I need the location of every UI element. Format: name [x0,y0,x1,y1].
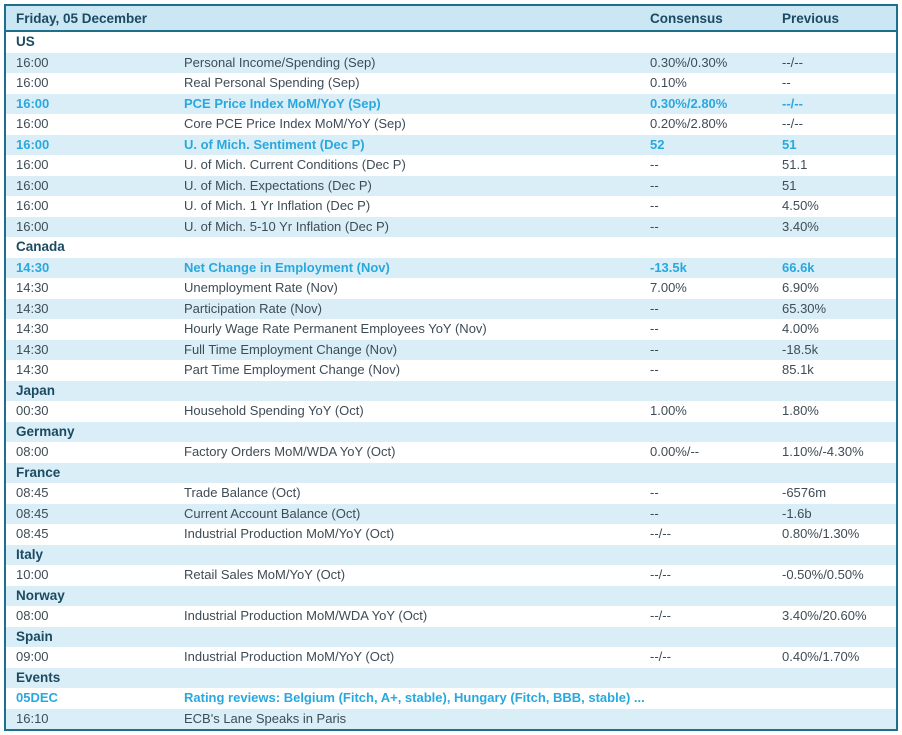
event-name: Net Change in Employment (Nov) [184,259,390,275]
event-name: Factory Orders MoM/WDA YoY (Oct) [184,444,396,459]
date-header: Friday, 05 December [16,11,148,26]
consensus-value [650,709,782,730]
event-name: Industrial Production MoM/WDA YoY (Oct) [184,608,428,623]
calendar-event-row [6,299,896,320]
calendar-event-row [6,319,896,340]
event-time: 14:30 [16,341,49,357]
event-name: U. of Mich. Expectations (Dec P) [184,177,372,193]
calendar-event-row [6,53,896,74]
section-header-norway: Norway [6,586,896,607]
event-time: 00:30 [16,403,49,418]
event-name: Trade Balance (Oct) [184,485,301,500]
event-time: 09:00 [16,649,49,664]
consensus-value: 52 [650,136,665,152]
consensus-value: --/-- [650,608,671,623]
section-header-us: US [16,34,35,49]
event-time: 16:10 [16,710,49,726]
previous-value: 1.10%/-4.30% [782,444,864,459]
event-time: 14:30 [16,300,49,316]
consensus-value: --/-- [650,526,671,541]
event-name: Personal Income/Spending (Sep) [184,54,376,70]
event-time: 16:00 [16,95,50,111]
previous-value: 6.90% [782,280,819,295]
section-header-japan: Japan [6,381,896,402]
calendar-event-row [6,73,896,94]
previous-value [782,709,896,730]
event-name: U. of Mich. Current Conditions (Dec P) [184,157,406,172]
previous-value: 65.30% [782,300,827,316]
section-header-canada: Canada [16,239,65,254]
event-name: ECB's Lane Speaks in Paris [184,710,347,726]
event-time: 08:00 [16,608,49,623]
calendar-event-row [6,606,896,627]
previous-value: 3.40%/20.60% [782,608,867,623]
event-time: 14:30 [16,280,49,295]
event-name: Part Time Employment Change (Nov) [184,362,401,377]
calendar-event-row [6,196,896,217]
event-time: 16:00 [16,157,49,172]
previous-value: -1.6b [782,505,812,521]
event-time: 08:00 [16,444,49,459]
event-time: 16:00 [16,54,49,70]
section-header-france: France [6,463,896,484]
event-name: Real Personal Spending (Sep) [184,75,360,90]
previous-value: 66.6k [782,259,815,275]
event-name: Current Account Balance (Oct) [184,505,361,521]
consensus-value: --/-- [650,567,671,582]
consensus-value: -- [650,157,659,172]
event-name: Rating reviews: Belgium (Fitch, A+, stable), Hungary (Fitch, BBB, stable) ... [184,690,645,705]
event-name: U. of Mich. Sentiment (Dec P) [184,136,365,152]
consensus-value: 0.30%/0.30% [650,54,728,70]
event-name: Core PCE Price Index MoM/YoY (Sep) [184,116,406,131]
previous-value: 3.40% [782,218,819,234]
consensus-value: -- [650,505,659,521]
previous-value: --/-- [782,54,803,70]
previous-column-header: Previous [782,11,840,26]
consensus-value: --/-- [650,649,671,664]
previous-value: -0.50%/0.50% [782,567,864,582]
calendar-event-row [6,176,896,197]
calendar-event-row [6,688,896,709]
consensus-value [650,688,782,709]
event-time: 08:45 [16,526,49,541]
consensus-value: 0.20%/2.80% [650,116,728,131]
consensus-value: -- [650,321,659,336]
consensus-value: -- [650,362,659,377]
calendar-event-row [6,647,896,668]
previous-value: 1.80% [782,403,819,418]
previous-value: 4.50% [782,198,819,213]
consensus-value: -- [650,300,659,316]
previous-value: 4.00% [782,321,819,336]
event-name: Participation Rate (Nov) [184,300,322,316]
calendar-event-row [6,278,896,299]
event-name: Household Spending YoY (Oct) [184,403,364,418]
calendar-event-row [6,94,896,115]
previous-value: -18.5k [782,341,819,357]
calendar-event-row [6,114,896,135]
event-time: 14:30 [16,362,49,377]
section-header-spain: Spain [6,627,896,648]
consensus-value: 0.10% [650,75,687,90]
calendar-event-row [6,258,896,279]
previous-value: 51.1 [782,157,808,172]
section-header-italy: Italy [6,545,896,566]
event-time: 16:00 [16,177,49,193]
table-header-row [6,6,896,32]
event-name: PCE Price Index MoM/YoY (Sep) [184,95,381,111]
consensus-value: 0.00%/-- [650,444,700,459]
event-name: Hourly Wage Rate Permanent Employees YoY (Nov) [184,321,487,336]
table-body [6,32,896,729]
consensus-value: -- [650,198,659,213]
previous-value: 0.80%/1.30% [782,526,860,541]
event-time: 14:30 [16,259,50,275]
previous-value: 51 [782,177,797,193]
calendar-event-row [6,442,896,463]
section-header-germany: Germany [6,422,896,443]
previous-value: --/-- [782,95,803,111]
event-time: 10:00 [16,567,49,582]
event-name: Retail Sales MoM/YoY (Oct) [184,567,346,582]
previous-value [782,688,896,709]
consensus-value: -- [650,341,659,357]
consensus-value: 0.30%/2.80% [650,95,728,111]
consensus-value: -- [650,177,659,193]
previous-value: -6576m [782,485,827,500]
calendar-event-row [6,340,896,361]
event-name: U. of Mich. 5-10 Yr Inflation (Dec P) [184,218,389,234]
event-name: Full Time Employment Change (Nov) [184,341,398,357]
event-time: 08:45 [16,505,49,521]
previous-value: 51 [782,136,797,152]
event-time: 08:45 [16,485,49,500]
event-name: Industrial Production MoM/YoY (Oct) [184,526,395,541]
consensus-value: -13.5k [650,259,687,275]
event-time: 16:00 [16,198,49,213]
event-name: Unemployment Rate (Nov) [184,280,338,295]
economic-calendar-table [4,4,898,731]
consensus-value: 7.00% [650,280,687,295]
calendar-event-row [6,360,896,381]
calendar-event-row [6,401,896,422]
consensus-value: -- [650,485,659,500]
calendar-event-row [6,709,896,730]
event-time: 14:30 [16,321,49,336]
event-time: 16:00 [16,218,49,234]
calendar-event-row [6,565,896,586]
event-time: 05DEC [16,690,58,705]
event-name: Industrial Production MoM/YoY (Oct) [184,649,395,664]
event-name: U. of Mich. 1 Yr Inflation (Dec P) [184,198,371,213]
previous-value: --/-- [782,116,803,131]
calendar-event-row [6,155,896,176]
previous-value: -- [782,75,791,90]
previous-value: 85.1k [782,362,814,377]
calendar-event-row [6,524,896,545]
event-time: 16:00 [16,75,49,90]
calendar-event-row [6,504,896,525]
consensus-value: -- [650,218,659,234]
calendar-event-row [6,483,896,504]
calendar-event-row [6,217,896,238]
consensus-column-header: Consensus [650,11,723,26]
section-header-events: Events [6,668,896,689]
previous-value: 0.40%/1.70% [782,649,860,664]
event-time: 16:00 [16,136,50,152]
calendar-event-row [6,135,896,156]
event-time: 16:00 [16,116,49,131]
consensus-value: 1.00% [650,403,687,418]
